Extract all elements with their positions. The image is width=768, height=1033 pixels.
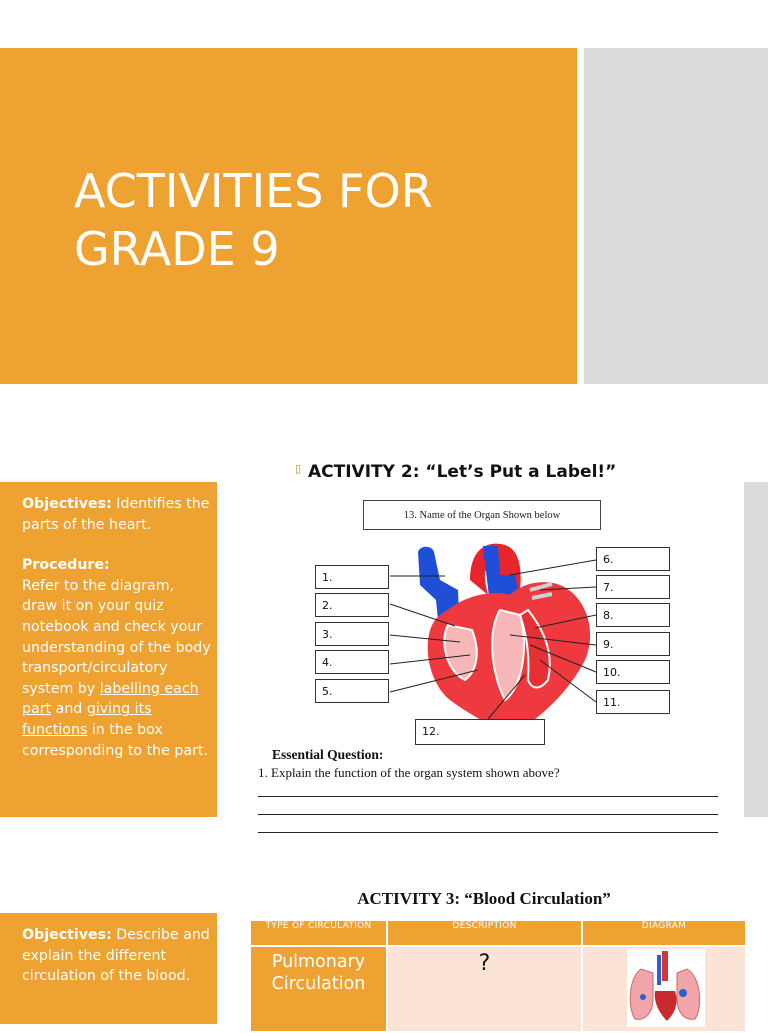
activity3-objectives (22, 925, 212, 987)
objectives-text: Identifies the parts of the heart. (22, 496, 210, 533)
label-box-4: 4. (315, 650, 389, 674)
label-box-3: 3. (315, 622, 389, 646)
slide-title-line2: GRADE 9 (74, 222, 280, 276)
organ-name-box: 13. Name of the Organ Shown below (363, 500, 601, 530)
label-box-6: 6. (596, 547, 670, 571)
procedure-underline-1: labelling each part (22, 680, 199, 718)
slide-title-line1: ACTIVITIES FOR (74, 164, 433, 218)
label-box-8: 8. (596, 603, 670, 627)
header-diagram: DIAGRAM (582, 920, 746, 946)
label-box-12: 12. (415, 719, 545, 745)
procedure-text-c: in the box corresponding to the part. (22, 721, 208, 759)
activity3-title: ACTIVITY 3: “Blood Circulation” (357, 889, 611, 908)
answer-line-2[interactable] (258, 814, 718, 815)
heart-illustration (418, 544, 590, 735)
procedure-underline-2: giving its functions (22, 701, 152, 738)
objectives-text: Describe and explain the different circulation of the blood. (22, 927, 210, 985)
label-box-5: 5. (315, 679, 389, 703)
lungs-heart-icon (583, 947, 743, 1027)
objectives-label: Objectives: (22, 496, 112, 512)
table-row (250, 946, 746, 1032)
label-box-7: 7. (596, 575, 670, 599)
row-description-cell[interactable]: ? (387, 946, 582, 1032)
procedure-text-a: Refer to the diagram, draw it on your quiz notebook and check your understanding of the body transport/circulatory system by (22, 577, 211, 697)
header-type: TYPE OF CIRCULATION (250, 920, 387, 946)
label-box-10: 10. (596, 660, 670, 684)
circulation-table (249, 919, 747, 1033)
procedure-label-text: Procedure: (22, 557, 110, 574)
answer-line-3[interactable] (258, 832, 718, 833)
row-diagram-cell (582, 946, 746, 1032)
objectives-label: Objectives: (22, 927, 112, 943)
bullet-icon: ▯ (295, 462, 302, 475)
label-box-2: 2. (315, 593, 389, 617)
label-box-1: 1. (315, 565, 389, 589)
essential-question-title: Essential Question: (272, 747, 384, 762)
activity2-title: ACTIVITY 2: “Let’s Put a Label!” (308, 462, 617, 482)
essential-question: 1. Explain the function of the organ system shown above? (258, 765, 560, 780)
header-description: DESCRIPTION (387, 920, 582, 946)
row-type-cell: Pulmonary Circulation (250, 946, 387, 1032)
label-box-11: 11. (596, 690, 670, 714)
table-header-row (250, 920, 746, 946)
procedure-text-b: and (51, 701, 87, 718)
label-box-9: 9. (596, 632, 670, 656)
answer-line-1[interactable] (258, 796, 718, 797)
